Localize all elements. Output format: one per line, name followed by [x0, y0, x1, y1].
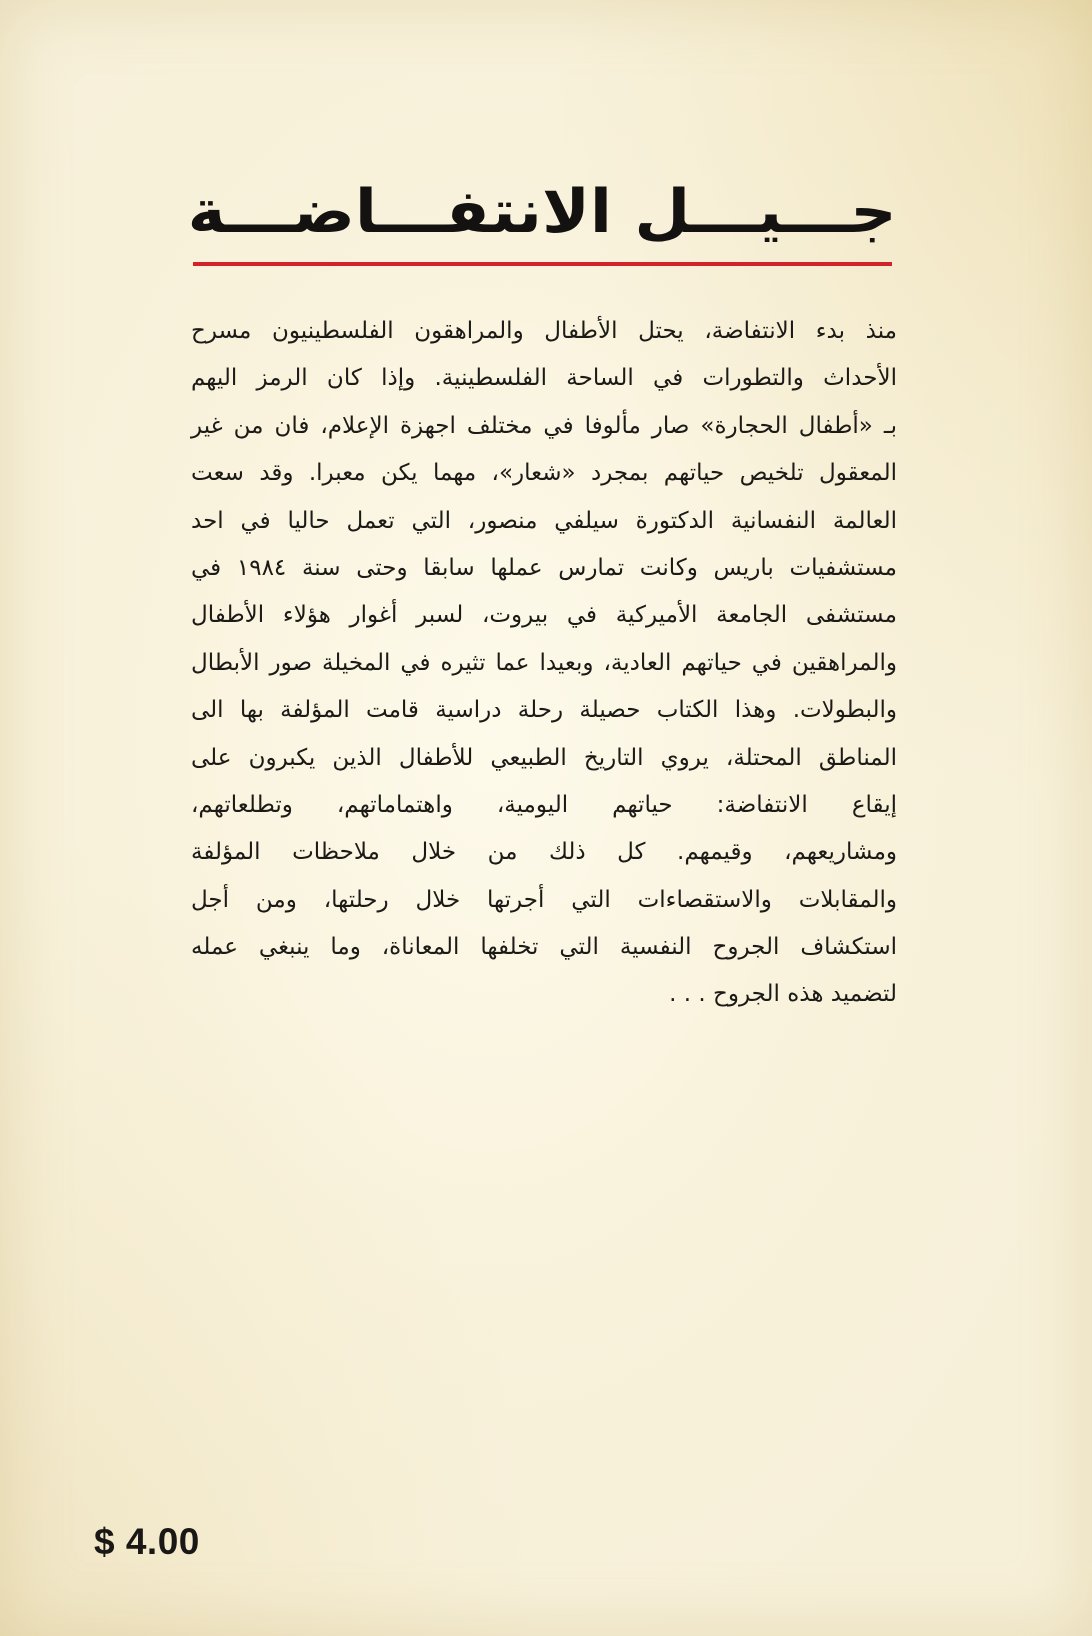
blurb-line-text: استكشاف الجروح النفسية التي تخلفها المعاناة، وما ينبغي عمله [191, 934, 897, 961]
blurb-line [191, 403, 897, 450]
blurb-line [191, 450, 897, 497]
blurb-line-text: مستشفى الجامعة الأميركية في بيروت، لسبر أغوار هؤلاء الأطفال [191, 602, 897, 629]
blurb-line [191, 498, 897, 545]
price-label: $ 4.00 [94, 1521, 200, 1562]
blurb-line [191, 308, 897, 355]
title-underline [193, 262, 892, 266]
blurb-line-text: والبطولات. وهذا الكتاب حصيلة رحلة دراسية قامت المؤلفة بها الى [191, 697, 897, 724]
blurb-line-text: الأحداث والتطورات في الساحة الفلسطينية. وإذا كان الرمز اليهم [191, 365, 897, 392]
blurb-line-text: بـ «أطفال الحجارة» صار مألوفا في مختلف اجهزة الإعلام، فان من غير [191, 412, 897, 439]
blurb-line [191, 355, 897, 402]
blurb-line [191, 877, 897, 924]
blurb-line [191, 924, 897, 971]
blurb-line-text: والمراهقين في حياتهم العادية، وبعيدا عما تثيره في المخيلة صور الأبطال [191, 649, 897, 676]
blurb-line-text: العالمة النفسانية الدكتورة سيلفي منصور، التي تعمل حاليا في احد [191, 507, 897, 534]
blurb-line [191, 735, 897, 782]
blurb-line-text: المعقول تلخيص حياتهم بمجرد «شعار»، مهما يكن معبرا. وقد سعت [191, 460, 897, 487]
blurb-line [191, 782, 897, 829]
book-title [188, 176, 897, 248]
blurb-line [191, 592, 897, 639]
blurb-line-text: والمقابلات والاستقصاءات التي أجرتها خلال رحلتها، ومن أجل [191, 886, 897, 913]
blurb-line [191, 829, 897, 876]
blurb-text [191, 308, 897, 1019]
blurb-line-text: المناطق المحتلة، يروي التاريخ الطبيعي للأطفال الذين يكبرون على [191, 744, 897, 771]
blurb-line [191, 687, 897, 734]
blurb-line [191, 545, 897, 592]
blurb-line-text: منذ بدء الانتفاضة، يحتل الأطفال والمراهقون الفلسطينيون مسرح [191, 318, 897, 344]
blurb-line-text: مستشفيات باريس وكانت تمارس عملها سابقا وحتى سنة ١٩٨٤ في [191, 554, 897, 581]
blurb-line-text: لتضميد هذه الجروح . . . [669, 981, 897, 1008]
blurb-line [191, 640, 897, 687]
blurb-line-text: إيقاع الانتفاضة: حياتهم اليومية، واهتماماتهم، وتطلعاتهم، [191, 791, 897, 818]
book-title-text: جـــيـــل الانتفـــاضـــة [188, 177, 897, 247]
blurb-line-text: ومشاريعهم، وقيمهم. كل ذلك من خلال ملاحظات المؤلفة [191, 839, 897, 866]
blurb-line-last [191, 971, 897, 1018]
